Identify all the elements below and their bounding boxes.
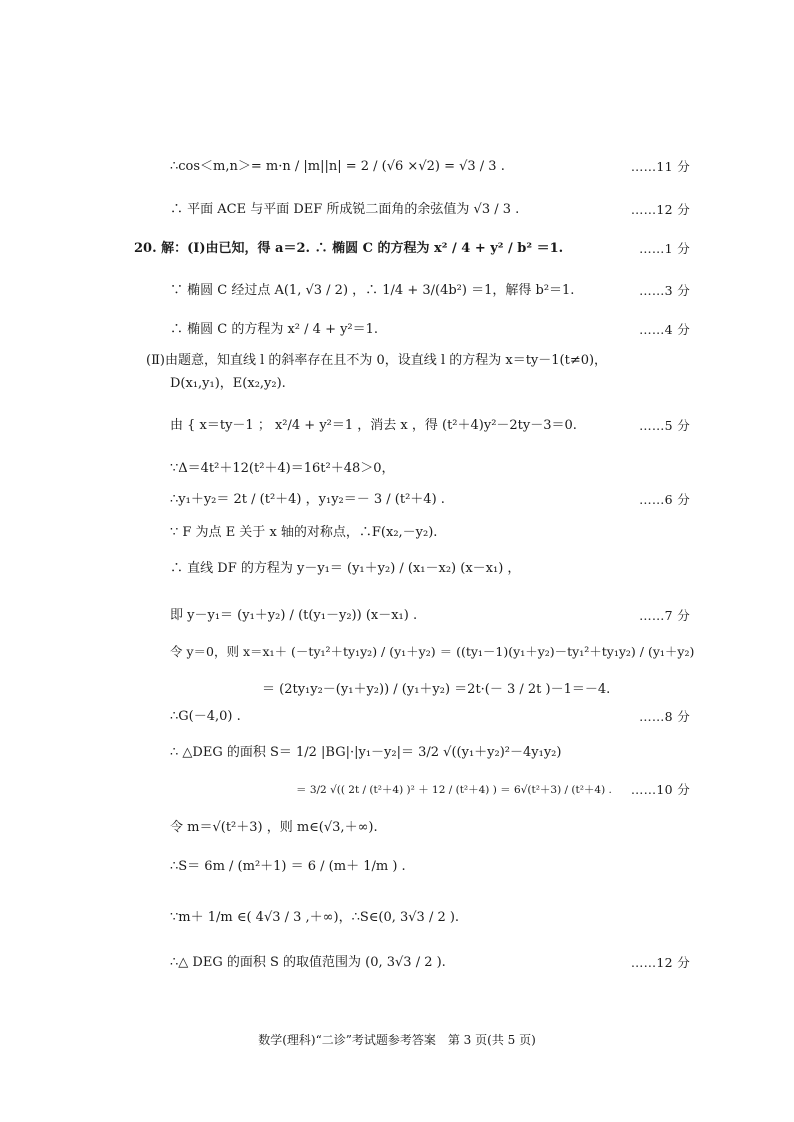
line-text: 由 { x＝ty－1 ； x²/4 + y²＝1 ，消去 x ，得 (t²＋4)y²－2ty－3＝0. (170, 418, 577, 433)
score-label: ……7 分 (639, 608, 690, 623)
solution-line-22 (0, 948, 794, 978)
solution-line-18 (0, 775, 794, 805)
solution-line-1 (0, 152, 794, 182)
line-text: ∴G(－4,0) . (170, 709, 241, 724)
line-text: ∴cos＜m,n＞= m·n / |m||n| = 2 / (√6 ×√2) = √3 / 3 . (170, 159, 505, 174)
solution-line-10 (0, 485, 794, 515)
line-text: ∴S＝ 6m / (m²＋1) ＝ 6 / (m＋ 1/m ) . (170, 859, 406, 874)
solution-line-13 (0, 601, 794, 631)
solution-line-7 (0, 369, 794, 399)
line-text: ∴ 平面 ACE 与平面 DEF 所成锐二面角的余弦值为 √3 / 3 . (170, 202, 520, 217)
solution-line-15 (0, 675, 794, 705)
line-text: ∵ 椭圆 C 经过点 A(1, √3 / 2) ，∴ 1/4 + 3/(4b²) ＝1，解得 b²＝1. (170, 283, 575, 298)
solution-line-19 (0, 813, 794, 843)
solution-line-17 (0, 738, 794, 768)
line-text: ∴ △DEG 的面积 S＝ 1/2 |BG|·|y₁－y₂|＝ 3/2 √((y₁＋y₂)²－4y₁y₂) (170, 745, 562, 760)
solution-line-4 (0, 276, 794, 306)
line-text: ∵ F 为点 E 关于 x 轴的对称点，∴F(x₂,－y₂). (170, 525, 438, 540)
score-label: ……8 分 (639, 709, 690, 724)
line-text: ∵m＋ 1/m ∈( 4√3 / 3 ,＋∞)，∴S∈(0, 3√3 / 2 ). (170, 910, 460, 925)
score-label: ……6 分 (639, 492, 690, 507)
line-text: ＝ 3/2 √(( 2t / (t²＋4) )² ＋ 12 / (t²＋4) ) ＝ 6√(t²＋3) / (t²＋4) . (296, 784, 612, 796)
line-text: ∵Δ＝4t²＋12(t²＋4)＝16t²＋48＞0， (170, 461, 395, 476)
solution-line-20 (0, 852, 794, 882)
solution-line-14 (0, 637, 794, 667)
line-text: 即 y－y₁＝ (y₁＋y₂) / (t(y₁－y₂)) (x－x₁) . (170, 608, 418, 623)
solution-line-21 (0, 903, 794, 933)
solution-line-12 (0, 554, 794, 584)
score-label: ……1 分 (639, 241, 690, 256)
solution-line-3 (0, 234, 794, 264)
solution-line-2 (0, 195, 794, 225)
line-text: ∴ 直线 DF 的方程为 y－y₁＝ (y₁＋y₂) / (x₁－x₂) (x－x₁) ， (170, 561, 521, 576)
score-label: ……11 分 (630, 159, 690, 174)
solution-line-9 (0, 454, 794, 484)
line-text: ∴ 椭圆 C 的方程为 x² / 4 + y²＝1. (170, 322, 379, 337)
score-label: ……3 分 (639, 283, 690, 298)
solution-line-16 (0, 702, 794, 732)
line-text: D(x₁,y₁)，E(x₂,y₂). (170, 376, 286, 391)
score-label: ……4 分 (639, 322, 690, 337)
line-text: 令 y＝0，则 x＝x₁＋ (－ty₁²＋ty₁y₂) / (y₁＋y₂) ＝ ((ty₁－1)(y₁＋y₂)－ty₁²＋ty₁y₂) / (y₁＋y₂) (170, 644, 695, 659)
line-text: ∴y₁＋y₂＝ 2t / (t²＋4) ，y₁y₂＝－ 3 / (t²＋4) . (170, 492, 445, 507)
solution-line-11 (0, 518, 794, 548)
line-text: (Ⅱ)由题意，知直线 l 的斜率存在且不为 0，设直线 l 的方程为 x＝ty－1(t≠0)， (146, 353, 608, 368)
page-footer: 数学(理科)“二诊”考试题参考答案 第 3 页(共 5 页) (258, 1033, 536, 1047)
line-text: 令 m＝√(t²＋3) ，则 m∈(√3,＋∞). (170, 820, 378, 835)
solution-line-8 (0, 411, 794, 441)
score-label: ……12 分 (630, 955, 690, 970)
score-label: ……5 分 (639, 418, 690, 433)
line-text: ＝ (2ty₁y₂－(y₁＋y₂)) / (y₁＋y₂) ＝2t·(－ 3 / 2t )－1＝－4. (262, 682, 611, 697)
line-text: 20. 解：(Ⅰ)由已知，得 a＝2. ∴ 椭圆 C 的方程为 x² / 4 + y² / b² ＝1. (134, 241, 564, 256)
line-text: ∴△ DEG 的面积 S 的取值范围为 (0, 3√3 / 2 ). (170, 955, 446, 970)
score-label: ……12 分 (630, 202, 690, 217)
solution-line-5 (0, 315, 794, 345)
score-label: ……10 分 (630, 782, 690, 797)
